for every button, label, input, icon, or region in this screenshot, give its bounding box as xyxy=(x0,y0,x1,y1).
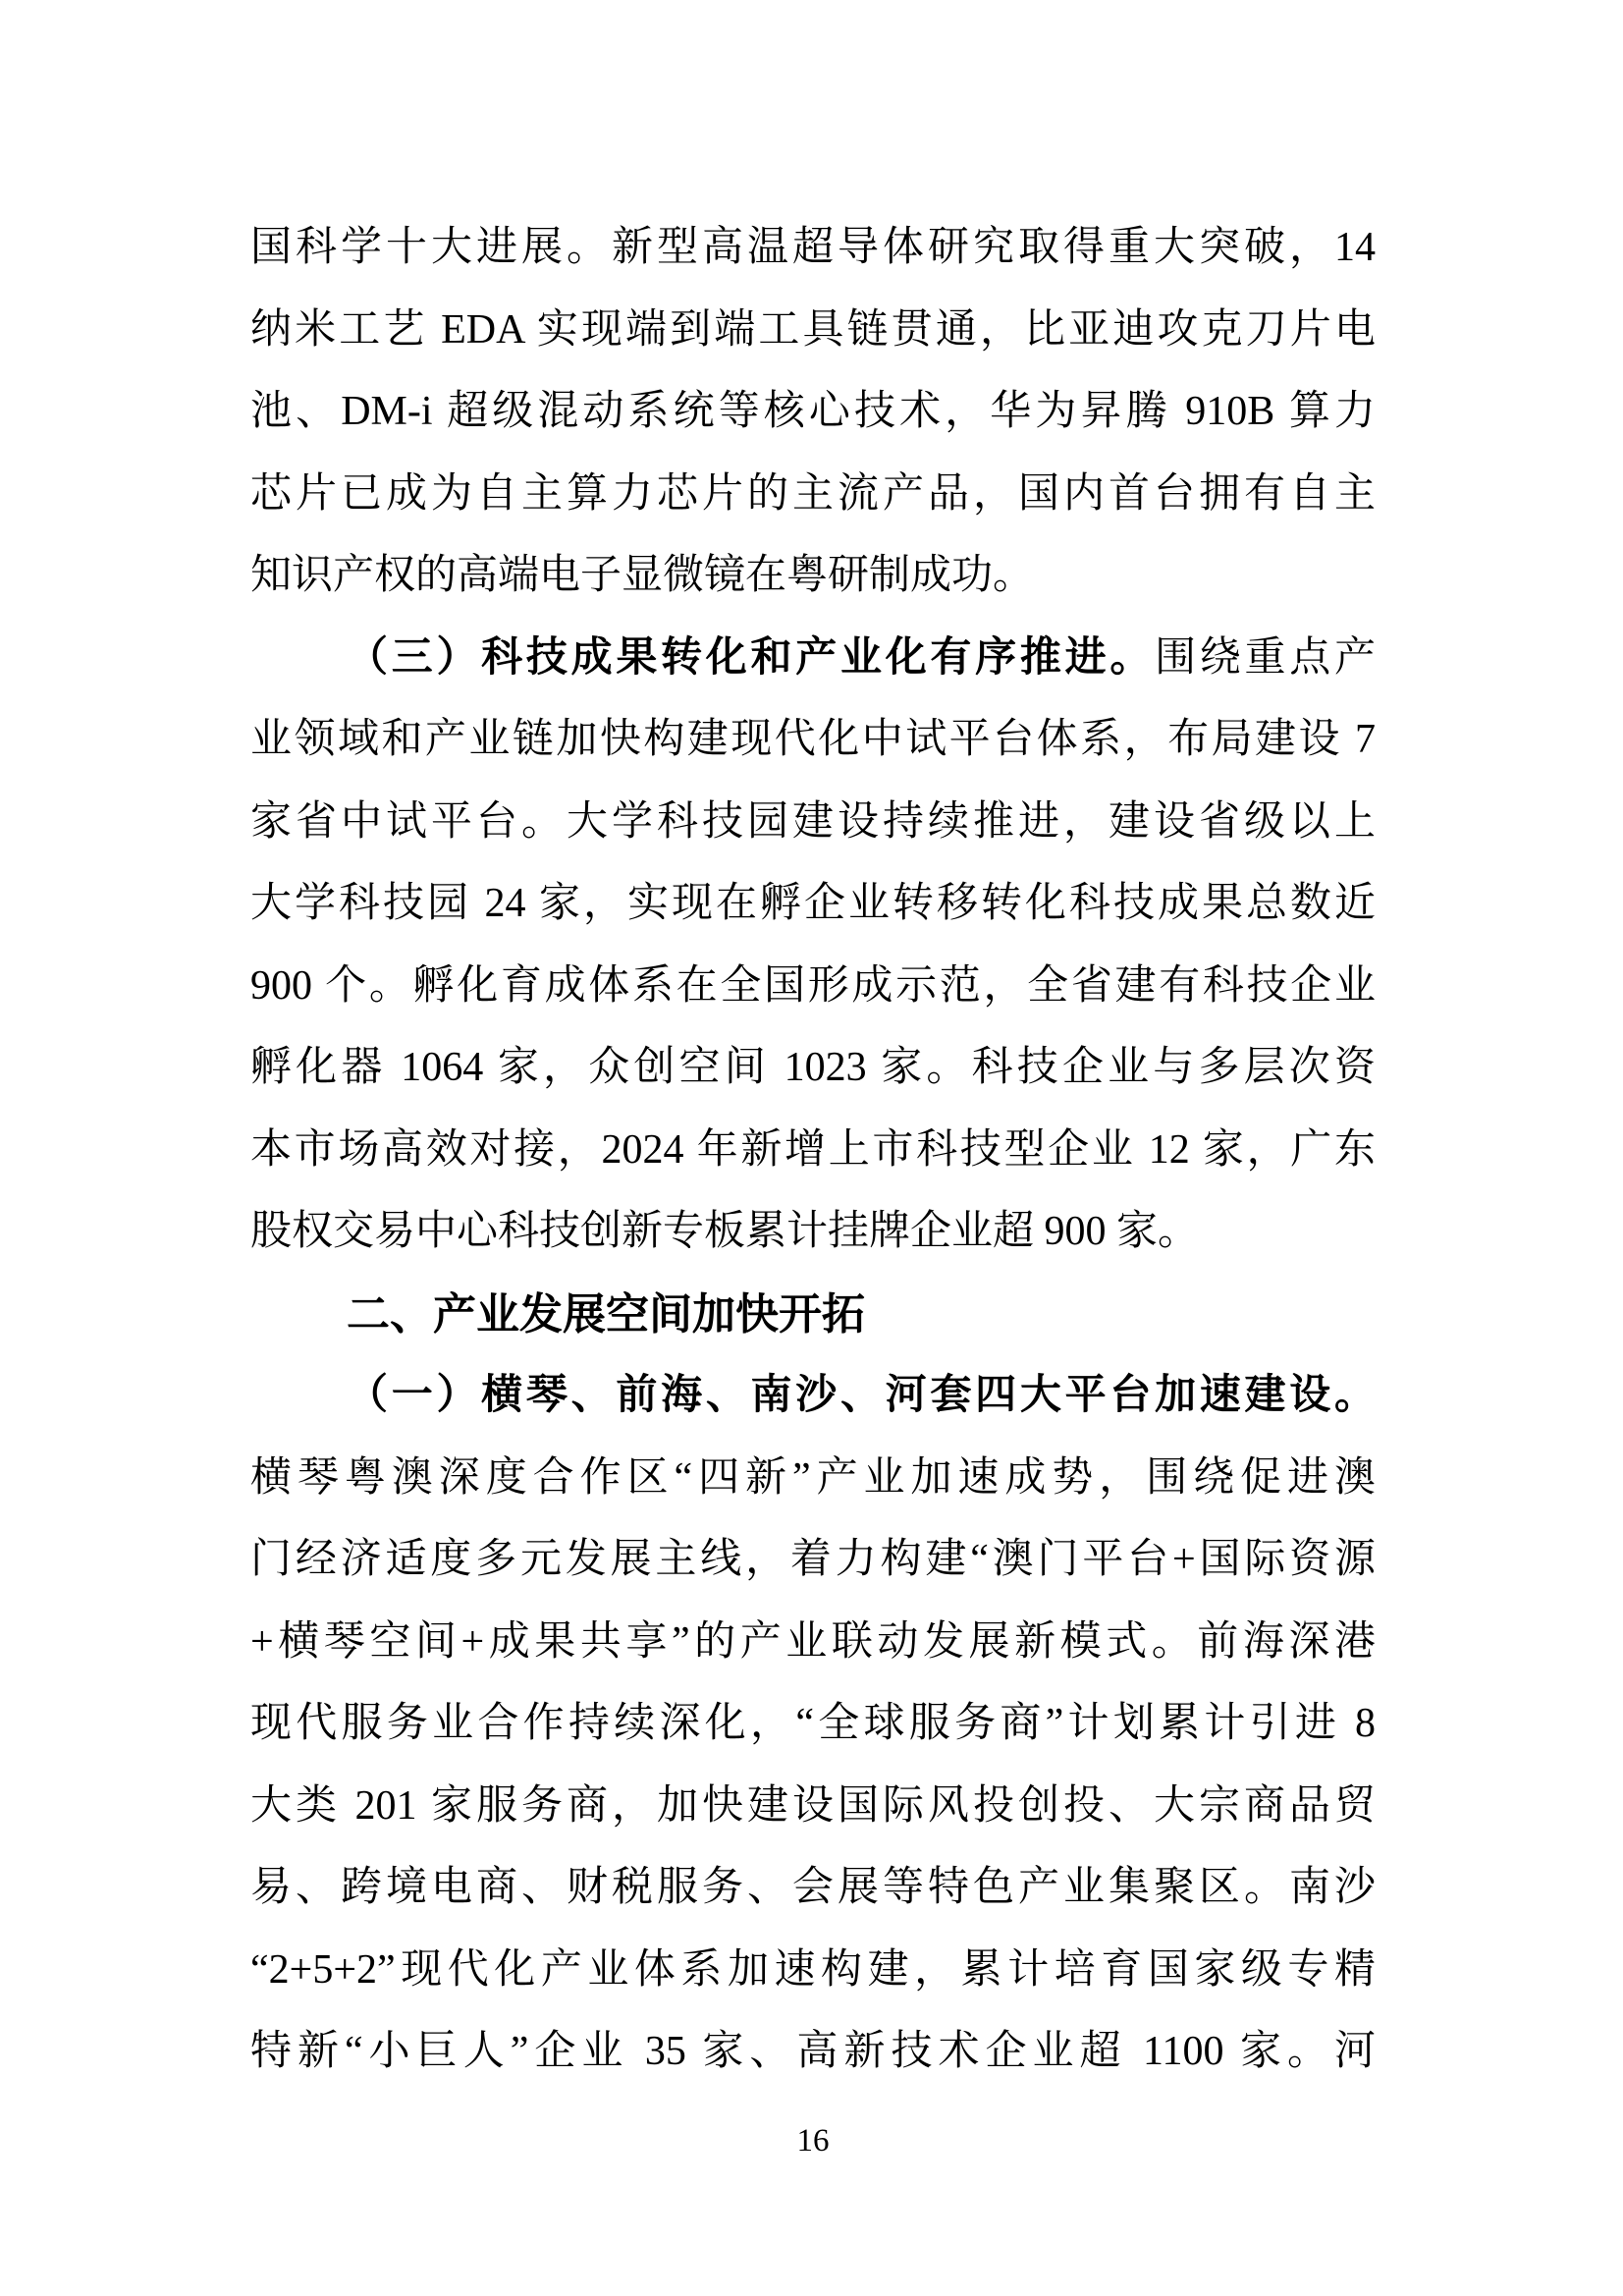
text-line xyxy=(250,863,1376,946)
text-run: 围绕重点产 xyxy=(1155,634,1376,681)
text-line xyxy=(250,1847,1376,1930)
paragraph-start-line xyxy=(250,618,1376,700)
text-run: 特新“小巨人”企业 35 家、高新技术企业超 1100 家。河 xyxy=(250,2029,1376,2074)
text-run: 大学科技园 24 家，实现在孵企业转移转化科技成果总数近 xyxy=(250,881,1376,926)
text-run: 池、DM-i 超级混动系统等核心技术，华为昇腾 910B 算力 xyxy=(250,389,1376,434)
text-line xyxy=(250,1191,1376,1274)
text-line xyxy=(250,535,1376,618)
text-line xyxy=(250,454,1376,536)
text-run: 国科学十大进展。新型高温超导体研究取得重大突破，14 xyxy=(250,225,1376,270)
text-line xyxy=(250,1602,1376,1684)
text-line xyxy=(250,371,1376,454)
text-run: 易、跨境电商、财税服务、会展等特色产业集聚区。南沙 xyxy=(250,1865,1376,1910)
text-line xyxy=(250,1438,1376,1520)
text-run: 门经济适度多元发展主线，着力构建“澳门平台+国际资源 xyxy=(250,1537,1376,1582)
text-run: 芯片已成为自主算力芯片的主流产品，国内首台拥有自主 xyxy=(250,470,1376,517)
text-line xyxy=(250,1110,1376,1192)
paragraph-start-line xyxy=(250,1355,1376,1438)
text-line xyxy=(250,1519,1376,1602)
text-line xyxy=(250,290,1376,372)
text-run: 大类 201 家服务商，加快建设国际风投创投、大宗商品贸 xyxy=(250,1782,1376,1829)
text-run: 股权交易中心科技创新专板累计挂牌企业超 900 家。 xyxy=(250,1209,1200,1254)
section-heading-text: 二、产业发展空间加快开拓 xyxy=(347,1289,865,1339)
text-run: 业领域和产业链加快构建现代化中试平台体系，布局建设 7 xyxy=(250,717,1376,762)
text-run: 横琴粤澳深度合作区“四新”产业加速成势，围绕促进澳 xyxy=(250,1454,1376,1501)
text-run: 知识产权的高端电子显微镜在粤研制成功。 xyxy=(250,553,1035,598)
text-line xyxy=(250,1027,1376,1110)
text-line xyxy=(250,1930,1376,2012)
text-line xyxy=(250,207,1376,290)
text-line xyxy=(250,782,1376,864)
text-run: 现代服务业合作持续深化，“全球服务商”计划累计引进 8 xyxy=(250,1701,1376,1746)
text-run: “2+5+2”现代化产业体系加速构建，累计培育国家级专精 xyxy=(250,1946,1376,1993)
text-line xyxy=(250,946,1376,1028)
text-line xyxy=(250,1683,1376,1766)
section-heading xyxy=(250,1274,1376,1356)
text-line xyxy=(250,1766,1376,1848)
text-run: +横琴空间+成果共享”的产业联动发展新模式。前海深港 xyxy=(250,1618,1376,1665)
run-in-heading: （一）横琴、前海、南沙、河套四大平台加速建设。 xyxy=(347,1373,1376,1418)
text-run: 900 个。孵化育成体系在全国形成示范，全省建有科技企业 xyxy=(250,962,1376,1009)
text-run: 孵化器 1064 家，众创空间 1023 家。科技企业与多层次资 xyxy=(250,1045,1376,1090)
text-line xyxy=(250,699,1376,782)
text-run: 纳米工艺 EDA 实现端到端工具链贯通，比亚迪攻克刀片电 xyxy=(250,306,1376,353)
text-block xyxy=(250,207,1376,2094)
page-number: 16 xyxy=(796,2123,830,2159)
text-run: 家省中试平台。大学科技园建设持续推进，建设省级以上 xyxy=(250,798,1376,845)
run-in-heading: （三）科技成果转化和产业化有序推进。 xyxy=(347,634,1156,681)
text-run: 本市场高效对接，2024 年新增上市科技型企业 12 家，广东 xyxy=(250,1126,1376,1173)
text-line xyxy=(250,2011,1376,2094)
